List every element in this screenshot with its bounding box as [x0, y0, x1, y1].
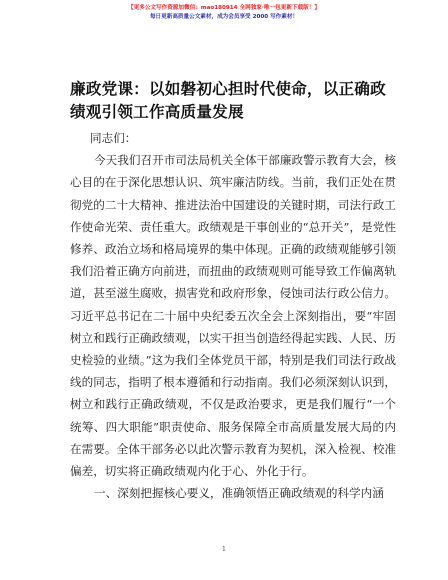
promo-banner — [0, 4, 448, 22]
section-heading: 一、深刻把握核心要义，准确领悟正确政绩观的科学内涵 — [94, 486, 384, 501]
salutation: 同志们： — [90, 131, 137, 145]
promo-banner-line-2: 每日更新高质量公文素材，成为会员享受 2000 写作素材！ — [149, 14, 299, 20]
body-paragraph: 今天我们召开市司法局机关全体干部廉政警示教育大会，核心目的在于深化思想认识、筑牢廉洁防线。当前，我们正处在贯彻党的二十大精神、推进法治中国建设的关键时期，司法行政工作使命光荣、责任重大。政绩观是干事创业的“总开关”，是党性修养、政治立场和格局境界的集中体现。正确的政绩观能够引领我们沿着正确方向前进，而扭曲的政绩观则可能导致工作偏离轨道，甚至滋生腐败，损害党和政府形象，侵蚀司法行政公信力。习近平总书记在二十届中央纪委五次全会上深刻指出，要“牢固树立和践行正确政绩观，以实干担当创造经得起实践、人民、历史检验的业绩。”这为我们全体党员干部，特别是我们司法行政战线的同志，指明了根本遵循和行动指南。我们必须深刻认识到，树立和践行正确政绩观，不仅是政治要求，更是我们履行“一个统筹、四大职能”职责使命、服务保障全市高质量发展大局的内在需要。全体干部务必以此次警示教育为契机，深入检视、校准偏差，切实将正确政绩观内化于心、外化于行。 — [70, 153, 396, 479]
document-body — [70, 127, 396, 504]
page-number: 1 — [221, 545, 227, 553]
promo-banner-line-1: 【更多公文写作资源加微信：mao180914 全网独家·唯一包更新下载版！】 — [128, 5, 320, 11]
document-title: 廉政党课：以如磐初心担时代使命，以正确政绩观引领工作高质量发展 — [70, 80, 386, 121]
